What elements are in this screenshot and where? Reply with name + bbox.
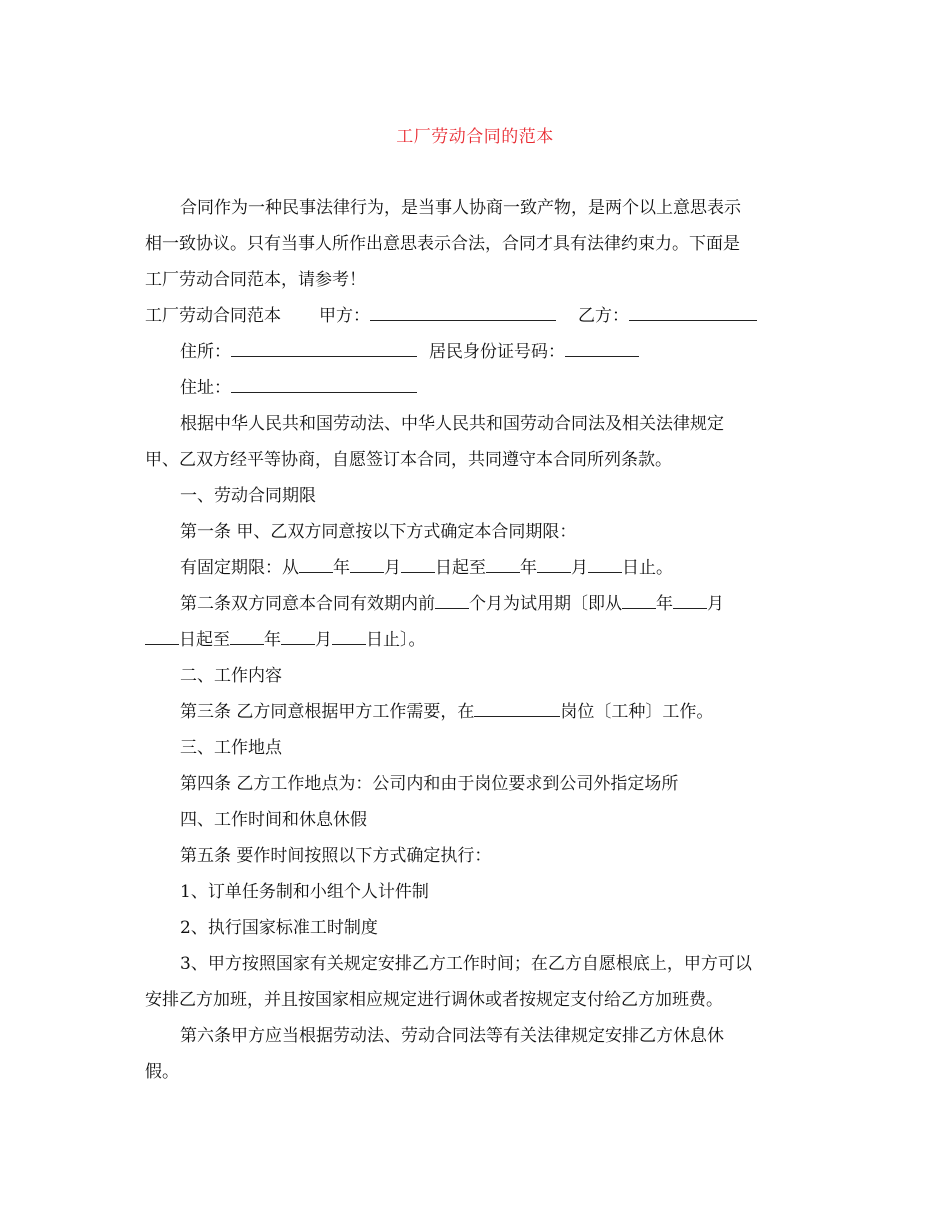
month-label: 月 <box>707 594 724 614</box>
probation-end-month-field[interactable] <box>281 629 315 645</box>
article-5: 第五条 要作时间按照以下方式确定执行： <box>180 846 492 866</box>
article-2-line-1 <box>180 592 724 616</box>
end-year-field[interactable] <box>486 557 520 573</box>
residence-label: 住所： <box>180 342 231 362</box>
article-2-line-2 <box>145 628 426 652</box>
position-field[interactable] <box>474 701 560 717</box>
end-day-field[interactable] <box>588 557 622 573</box>
day-end-label: 日止。 <box>622 558 673 578</box>
party-b-field[interactable] <box>629 305 757 321</box>
month-label: 月 <box>384 558 401 578</box>
intro-line-1: 合同作为一种民事法律行为，是当事人协商一致产物，是两个以上意思表示 <box>180 198 741 218</box>
list-item-3-line-2: 安排乙方加班，并且按国家相应规定进行调休或者按规定支付给乙方加班费。 <box>145 990 723 1010</box>
residence-line <box>180 340 639 364</box>
probation-text: 个月为试用期〔即从 <box>469 594 622 614</box>
id-number-field[interactable] <box>565 341 639 357</box>
id-number-label: 居民身份证号码： <box>429 342 565 362</box>
article-1: 第一条 甲、乙双方同意按以下方式确定本合同期限： <box>180 522 577 542</box>
article-4: 第四条 乙方工作地点为：公司内和由于岗位要求到公司外指定场所 <box>180 774 679 794</box>
basis-line-1: 根据中华人民共和国劳动法、中华人民共和国劳动合同法及相关法律规定 <box>180 414 724 434</box>
month-label: 月 <box>315 630 332 650</box>
probation-months-field[interactable] <box>435 593 469 609</box>
fixed-term-line <box>180 556 673 580</box>
fixed-term-from-label: 有固定期限：从 <box>180 558 299 578</box>
section-1-heading: 一、劳动合同期限 <box>180 486 316 506</box>
start-day-field[interactable] <box>401 557 435 573</box>
article-6-line-2: 假。 <box>145 1062 179 1082</box>
probation-start-month-field[interactable] <box>673 593 707 609</box>
document-title: 工厂劳动合同的范本 <box>396 127 554 147</box>
month-label: 月 <box>571 558 588 578</box>
probation-start-year-field[interactable] <box>622 593 656 609</box>
section-3-heading: 三、工作地点 <box>180 738 282 758</box>
probation-start-day-field[interactable] <box>145 629 179 645</box>
list-item-1: 1、订单任务制和小组个人计件制 <box>180 882 429 902</box>
year-label: 年 <box>333 558 350 578</box>
address-label: 住址： <box>180 378 231 398</box>
start-year-field[interactable] <box>299 557 333 573</box>
start-month-field[interactable] <box>350 557 384 573</box>
address-line <box>180 376 417 400</box>
basis-line-2: 甲、乙双方经平等协商，自愿签订本合同，共同遵守本合同所列条款。 <box>145 450 672 470</box>
list-item-3-line-1: 3、甲方按照国家有关规定安排乙方工作时间；在乙方自愿根底上，甲方可以 <box>180 954 752 974</box>
party-line <box>145 304 757 328</box>
intro-line-2: 相一致协议。只有当事人所作出意思表示合法，合同才具有法律约束力。下面是 <box>145 234 740 254</box>
article-6-line-1: 第六条甲方应当根据劳动法、劳动合同法等有关法律规定安排乙方休息休 <box>180 1026 724 1046</box>
day-from-to-label: 日起至 <box>179 630 230 650</box>
article-2-text: 第二条双方同意本合同有效期内前 <box>180 594 435 614</box>
probation-end-day-field[interactable] <box>332 629 366 645</box>
end-month-field[interactable] <box>537 557 571 573</box>
residence-field[interactable] <box>231 341 417 357</box>
year-label: 年 <box>520 558 537 578</box>
section-4-heading: 四、工作时间和休息休假 <box>180 810 367 830</box>
year-label: 年 <box>264 630 281 650</box>
intro-line-3: 工厂劳动合同范本，请参考！ <box>145 270 366 290</box>
party-a-field[interactable] <box>370 305 556 321</box>
day-end-label: 日止〕。 <box>366 630 426 650</box>
probation-end-year-field[interactable] <box>230 629 264 645</box>
article-3-suffix: 岗位〔工种〕工作。 <box>560 702 714 722</box>
year-label: 年 <box>656 594 673 614</box>
party-a-label: 甲方： <box>319 306 370 326</box>
day-from-to-label: 日起至 <box>435 558 486 578</box>
list-item-2: 2、执行国家标准工时制度 <box>180 918 378 938</box>
section-2-heading: 二、工作内容 <box>180 666 282 686</box>
address-field[interactable] <box>231 377 417 393</box>
article-3 <box>180 700 713 724</box>
article-3-text: 第三条 乙方同意根据甲方工作需要，在 <box>180 702 475 722</box>
contract-heading: 工厂劳动合同范本 <box>145 306 281 326</box>
party-b-label: 乙方： <box>578 306 629 326</box>
